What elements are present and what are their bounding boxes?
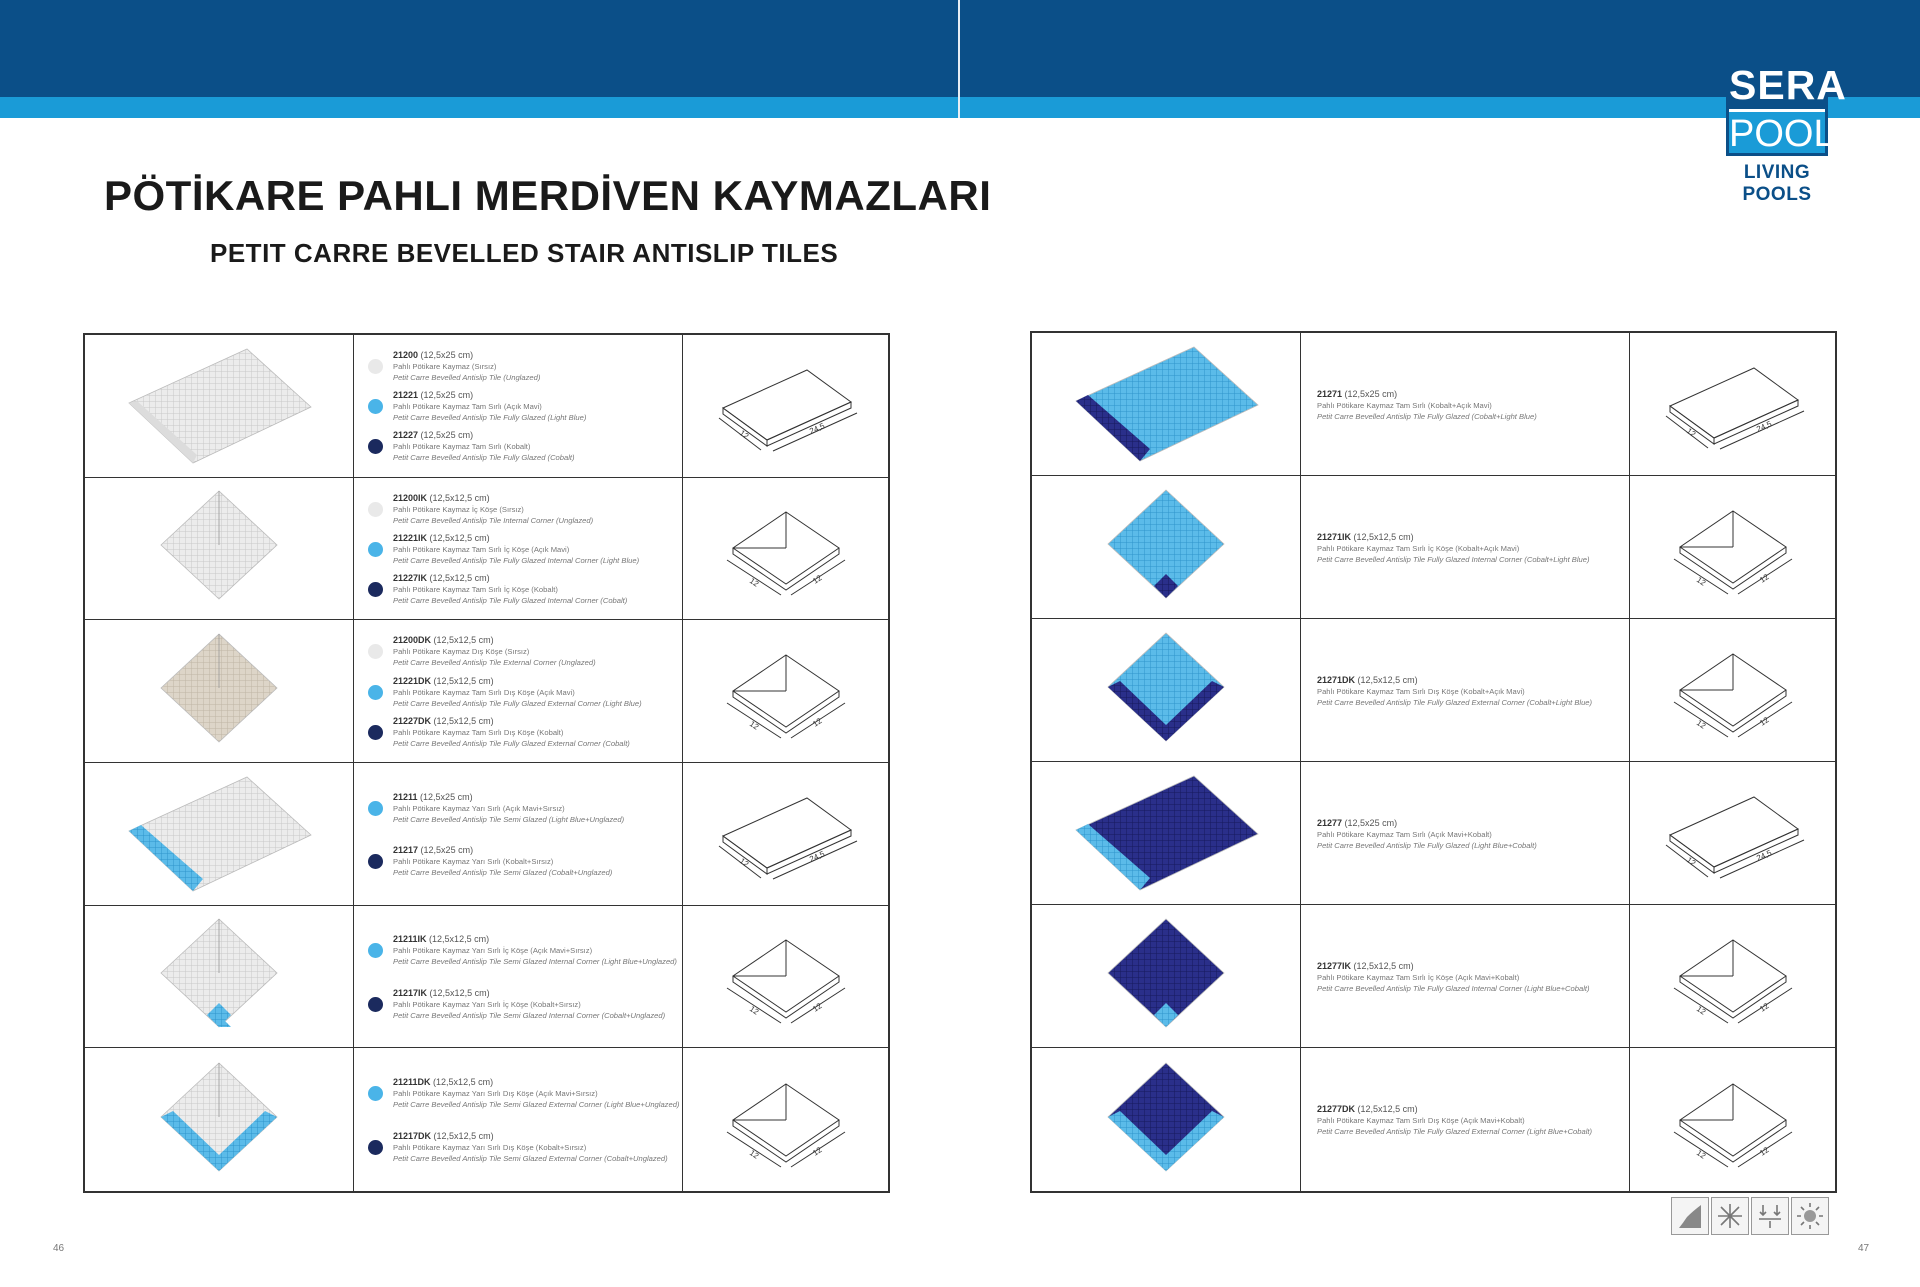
color-swatch [368,1140,383,1155]
serapool-logo [1726,58,1847,206]
frost-resistant-icon [1711,1197,1749,1235]
product-name-tr: Pahlı Pötikare Kaymaz Dış Köşe (Sırsız) [393,647,530,657]
dim-depth: 12 [1757,572,1771,585]
technical-drawing [683,335,888,478]
product-name-en: Petit Carre Bevelled Antislip Tile Semi Glazed (Light Blue+Unglazed) [393,814,625,824]
product-size: (12,5x12,5 cm) [429,987,490,998]
product-name-en: Petit Carre Bevelled Antislip Tile Semi Glazed (Cobalt+Unglazed) [393,868,613,878]
product-text [393,845,612,878]
product-name-en: Petit Carre Bevelled Antislip Tile Fully Glazed (Cobalt) [393,453,575,463]
product-code: 21217 [393,845,419,856]
product-entry [368,1131,668,1164]
dim-depth: 12 [1757,1144,1771,1158]
product-code: 21200 [393,350,419,361]
product-text [393,390,586,423]
product-name-tr: Pahlı Pötikare Kaymaz Tam Sırlı Dış Köşe (Açık Mavi) [393,687,575,697]
color-swatch [368,542,383,557]
product-name-tr: Pahlı Pötikare Kaymaz (Sırsız) [393,362,497,372]
product-text [393,716,630,749]
product-description [354,763,683,906]
product-size: (12,5x12,5 cm) [1357,674,1418,685]
tile-image [85,335,354,478]
product-entry [368,573,668,606]
product-name-en: Petit Carre Bevelled Antislip Tile Semi Glazed External Corner (Light Blue+Unglazed) [393,1100,680,1110]
tile-image [85,763,354,906]
product-text [393,350,540,383]
dim-width: 12 [737,856,750,869]
technical-drawing [1630,476,1835,619]
color-swatch [368,854,383,869]
technical-drawing [1630,905,1835,1048]
product-description [354,335,683,478]
dim-width: 12 [1694,1004,1707,1017]
color-swatch [368,359,383,374]
dim-depth: 12 [1757,1001,1771,1014]
product-code: 21211 [393,791,418,802]
page-subtitle: PETIT CARRE BEVELLED STAIR ANTISLIP TILES [210,238,839,268]
product-description [1301,1048,1630,1191]
uv-resistant-icon [1791,1197,1829,1235]
dim-length: 24,5 [1754,848,1773,863]
product-size: (12,5x25 cm) [420,390,474,401]
tile-image [1032,333,1301,476]
product-entry [368,350,668,383]
code-line [1317,675,1592,686]
tile-image [85,1048,354,1191]
product-entry [368,1077,680,1110]
code-line [393,988,665,999]
dim-length: 24,5 [807,421,826,436]
product-text [1317,675,1592,708]
product-entry [1317,961,1615,994]
product-entry [1317,818,1615,851]
product-size: (12,5x12,5 cm) [429,492,490,503]
product-code: 21200DK [393,635,432,646]
product-description [354,478,683,621]
product-size: (12,5x12,5 cm) [429,573,490,584]
page-gutter [958,0,960,118]
product-description [1301,333,1630,476]
tile-image [1032,905,1301,1048]
product-name-en: Petit Carre Bevelled Antislip Tile (Unglazed) [393,373,541,383]
product-description [354,620,683,763]
product-text [1317,818,1537,851]
product-code: 21217DK [393,1131,432,1142]
product-code: 21200IK [393,492,428,503]
product-entry [1317,1104,1615,1137]
color-swatch [368,582,383,597]
product-name-en: Petit Carre Bevelled Antislip Tile Fully Glazed (Light Blue) [393,413,587,423]
product-size: (12,5x12,5 cm) [429,532,490,543]
product-name-en: Petit Carre Bevelled Antislip Tile Semi Glazed Internal Corner (Cobalt+Unglazed) [393,1010,666,1020]
product-size: (12,5x12,5 cm) [1353,960,1414,971]
product-size: (12,5x12,5 cm) [1357,1104,1418,1114]
product-text [393,533,639,566]
product-name-tr: Pahlı Pötikare Kaymaz Yarı Sırlı (Açık Mavi+Sırsız) [393,803,565,813]
logo-pool: POOL [1729,109,1825,153]
product-code: 21221 [393,390,419,401]
color-swatch [368,439,383,454]
product-code: 21217IK [393,987,428,998]
product-size: (12,5x12,5 cm) [429,934,490,945]
product-text [393,635,596,668]
dim-width: 12 [1684,855,1697,868]
code-line [393,1131,668,1142]
product-entry [368,845,668,878]
product-code: 21271DK [1317,674,1356,685]
product-code: 21221IK [393,532,428,543]
dim-length: 24,5 [807,849,826,864]
product-description [1301,476,1630,619]
color-swatch [368,1086,383,1101]
code-line [393,533,639,544]
product-name-tr: Pahlı Pötikare Kaymaz Yarı Sırlı Dış Köşe (Kobalt+Sırsız) [393,1143,587,1153]
product-entry [1317,675,1615,708]
technical-drawing [683,763,888,906]
product-text [393,1077,679,1110]
product-entry [1317,389,1615,422]
product-size: (12,5x12,5 cm) [433,715,494,726]
page-title: PÖTİKARE PAHLI MERDİVEN KAYMAZLARI [104,172,992,219]
product-entry [368,716,668,749]
dim-width: 12 [1694,1147,1707,1161]
color-swatch [368,801,383,816]
product-name-en: Petit Carre Bevelled Antislip Tile Semi Glazed External Corner (Cobalt+Unglazed) [393,1154,668,1164]
product-name-tr: Pahlı Pötikare Kaymaz Tam Sırlı İç Köşe (Açık Mavi) [393,544,570,554]
page-number-right: 47 [1858,1243,1870,1254]
product-name-tr: Pahlı Pötikare Kaymaz Tam Sırlı İç Köşe (Kobalt) [393,585,558,595]
code-line [393,493,593,504]
technical-drawing [1630,333,1835,476]
product-name-en: Petit Carre Bevelled Antislip Tile Fully Glazed (Light Blue+Cobalt) [1317,840,1537,850]
dim-depth: 12 [810,573,824,587]
antislip-icon [1671,1197,1709,1235]
technical-drawing [683,620,888,763]
product-code: 21221DK [393,675,432,686]
color-swatch [368,997,383,1012]
product-text [1317,961,1590,994]
right-product-table [1030,331,1837,1193]
code-line [393,845,612,856]
product-name-tr: Pahlı Pötikare Kaymaz Tam Sırlı (Kobalt+Açık Mavi) [1317,400,1492,410]
product-name-en: Petit Carre Bevelled Antislip Tile Fully Glazed Internal Corner (Cobalt+Light Blue) [1317,554,1590,564]
product-name-en: Petit Carre Bevelled Antislip Tile Fully Glazed External Corner (Light Blue+Cobalt) [1317,1127,1593,1136]
page-number-left: 46 [53,1243,65,1254]
product-entry [368,934,677,967]
technical-drawing [1630,619,1835,762]
dim-width: 12 [1694,718,1707,731]
header-band-light [0,97,1920,118]
product-description [354,1048,683,1191]
technical-drawing [683,478,888,621]
product-size: (12,5x12,5 cm) [433,635,494,646]
product-entry [368,635,668,668]
product-description [1301,905,1630,1048]
product-code: 21277IK [1317,960,1352,971]
product-text [393,676,642,709]
tile-image [85,620,354,763]
code-line [393,430,575,441]
technical-drawing [1630,1048,1835,1191]
product-text [1317,1104,1592,1137]
dim-width: 12 [747,576,760,590]
technical-drawing [683,1048,888,1191]
tile-image [85,478,354,621]
product-description [1301,762,1630,905]
code-line [393,350,540,361]
product-text [1317,532,1590,565]
product-description [1301,619,1630,762]
product-entry [1317,532,1615,565]
product-name-tr: Pahlı Pötikare Kaymaz Yarı Sırlı İç Köşe (Kobalt+Sırsız) [393,999,581,1009]
dim-depth: 12 [810,1001,824,1015]
product-name-tr: Pahlı Pötikare Kaymaz Yarı Sırlı (Kobalt+Sırsız) [393,857,554,867]
dim-width: 12 [747,719,760,732]
color-swatch [368,399,383,414]
product-size: (12,5x12,5 cm) [433,675,494,686]
product-size: (12,5x12,5 cm) [433,1077,494,1088]
color-swatch [368,725,383,740]
product-name-en: Petit Carre Bevelled Antislip Tile Fully Glazed External Corner (Cobalt) [393,738,630,748]
product-name-tr: Pahlı Pötikare Kaymaz Tam Sırlı Dış Köşe (Kobalt) [393,727,564,737]
product-name-tr: Pahlı Pötikare Kaymaz İç Köşe (Sırsız) [393,504,524,514]
dim-width: 12 [747,1147,760,1161]
product-name-tr: Pahlı Pötikare Kaymaz Yarı Sırlı İç Köşe (Açık Mavi+Sırsız) [393,946,593,956]
tile-image [1032,619,1301,762]
code-line [393,1077,679,1088]
product-name-tr: Pahlı Pötikare Kaymaz Tam Sırlı (Kobalt) [393,442,531,452]
product-name-tr: Pahlı Pötikare Kaymaz Tam Sırlı Dış Köşe (Kobalt+Açık Mavi) [1317,686,1525,696]
product-name-tr: Pahlı Pötikare Kaymaz Tam Sırlı (Açık Mavi) [393,402,542,412]
tile-image [1032,762,1301,905]
product-text [393,988,665,1021]
product-name-en: Petit Carre Bevelled Antislip Tile Fully Glazed (Cobalt+Light Blue) [1317,411,1537,421]
product-code: 21277DK [1317,1104,1356,1114]
product-size: (12,5x25 cm) [420,430,474,441]
code-line [393,934,677,945]
code-line [393,676,642,687]
technical-drawing [683,906,888,1049]
product-entry [368,792,668,825]
code-line [1317,1104,1592,1115]
product-size: (12,5x25 cm) [420,350,474,361]
dim-depth: 12 [1757,715,1771,728]
pressure-resistant-icon [1751,1197,1789,1235]
product-text [393,934,677,967]
color-swatch [368,502,383,517]
code-line [1317,532,1590,543]
code-line [1317,389,1537,400]
logo-tagline: LIVING POOLS [1742,162,1812,205]
tile-image [1032,1048,1301,1191]
product-name-tr: Pahlı Pötikare Kaymaz Tam Sırlı İç Köşe (Açık Mavi+Kobalt) [1317,972,1520,982]
product-name-en: Petit Carre Bevelled Antislip Tile Fully Glazed External Corner (Cobalt+Light Blue) [1317,697,1593,707]
product-size: (12,5x25 cm) [420,791,473,802]
product-code: 21211DK [393,1077,431,1088]
product-size: (12,5x25 cm) [420,845,474,856]
code-line [393,635,596,646]
dim-depth: 12 [810,716,824,729]
product-code: 21227 [393,430,419,441]
product-size: (12,5x25 cm) [1344,388,1398,399]
color-swatch [368,943,383,958]
product-text [393,430,575,463]
dim-length: 24,5 [1754,419,1773,434]
product-name-en: Petit Carre Bevelled Antislip Tile Fully Glazed Internal Corner (Cobalt) [393,596,628,606]
product-entry [368,988,668,1021]
color-swatch [368,685,383,700]
dim-depth: 12 [810,1144,824,1158]
product-name-en: Petit Carre Bevelled Antislip Tile Fully Glazed Internal Corner (Light Blue) [393,555,640,565]
code-line [393,390,586,401]
product-name-tr: Pahlı Pötikare Kaymaz Tam Sırlı Dış Köşe (Açık Mavi+Kobalt) [1317,1116,1525,1125]
product-name-en: Petit Carre Bevelled Antislip Tile Semi Glazed Internal Corner (Light Blue+Unglazed) [393,957,677,967]
dim-width: 12 [1684,426,1697,439]
code-line [1317,818,1537,829]
product-name-tr: Pahlı Pötikare Kaymaz Tam Sırlı (Açık Mavi+Kobalt) [1317,829,1492,839]
code-line [1317,961,1590,972]
color-swatch [368,644,383,659]
product-size: (12,5x12,5 cm) [1353,531,1414,542]
product-text [393,792,624,825]
tile-image [1032,476,1301,619]
product-entry [368,430,668,463]
product-description [354,906,683,1049]
product-name-en: Petit Carre Bevelled Antislip Tile External Corner (Unglazed) [393,658,596,668]
left-product-table [83,333,890,1193]
product-name-tr: Pahlı Pötikare Kaymaz Yarı Sırlı Dış Köşe (Açık Mavi+Sırsız) [393,1089,598,1099]
product-name-en: Petit Carre Bevelled Antislip Tile Fully Glazed External Corner (Light Blue) [393,698,642,708]
header-band-dark [0,0,1920,97]
product-size: (12,5x25 cm) [1344,817,1398,828]
product-code: 21227DK [393,715,432,726]
code-line [393,716,630,727]
product-code: 21271 [1317,388,1343,399]
code-line [393,792,624,803]
product-text [1317,389,1537,422]
product-code: 21227IK [393,573,428,584]
product-entry [368,533,668,566]
product-size: (12,5x12,5 cm) [433,1131,494,1142]
product-entry [368,493,668,526]
product-code: 21271IK [1317,531,1352,542]
product-text [393,1131,668,1164]
dim-width: 12 [1694,575,1707,588]
technical-drawing [1630,762,1835,905]
feature-icons [1671,1197,1829,1235]
product-code: 21211IK [393,934,427,945]
product-code: 21277 [1317,817,1343,828]
logo-sera: SERA [1729,62,1847,108]
tile-image [85,906,354,1049]
code-line [393,573,627,584]
product-text [393,493,593,526]
product-text [393,573,627,606]
product-name-en: Petit Carre Bevelled Antislip Tile Internal Corner (Unglazed) [393,515,594,525]
product-entry [368,390,668,423]
product-name-tr: Pahlı Pötikare Kaymaz Tam Sırlı İç Köşe (Kobalt+Açık Mavi) [1317,543,1520,553]
product-name-en: Petit Carre Bevelled Antislip Tile Fully Glazed Internal Corner (Light Blue+Cobalt) [1317,983,1590,993]
dim-width: 12 [737,428,750,441]
product-entry [368,676,668,709]
dim-width: 12 [747,1004,760,1018]
